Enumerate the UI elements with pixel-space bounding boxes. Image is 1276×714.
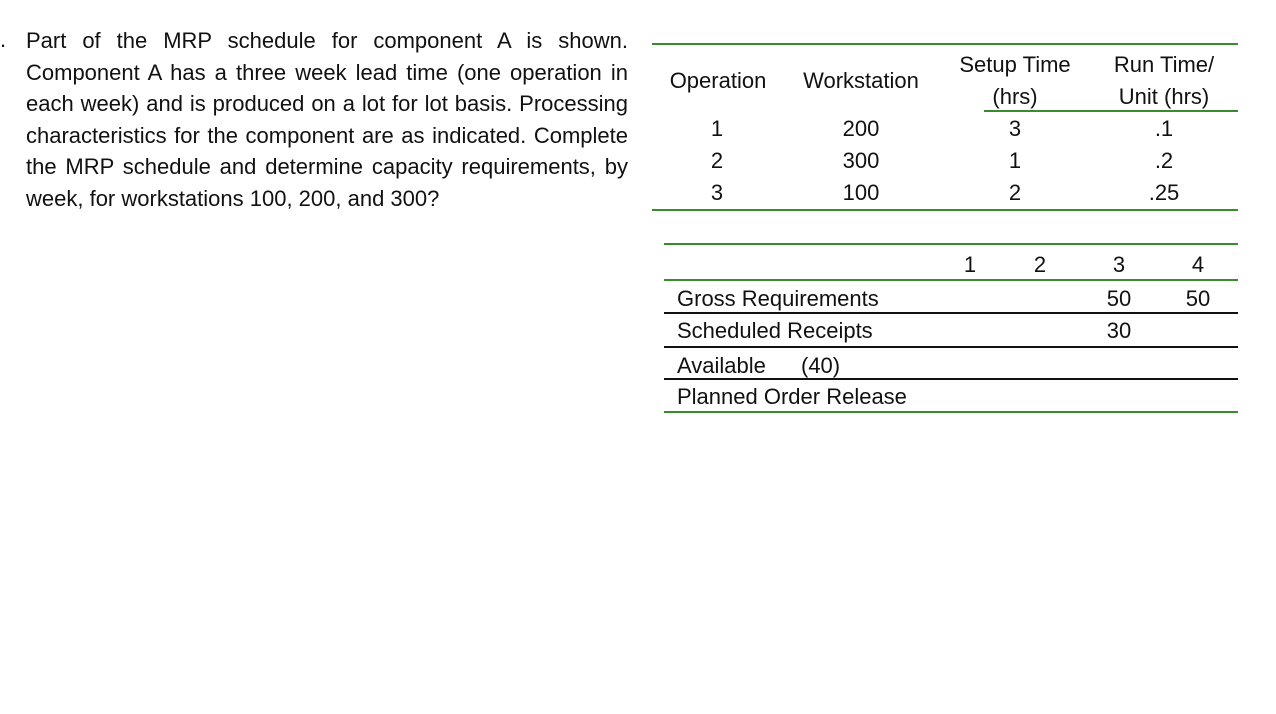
header-setup-time-unit: (hrs) bbox=[992, 84, 1038, 109]
question-text: Part of the MRP schedule for component A is shown. Component A has a three week lead time (one operation in each week) and is produced on a lot for lot basis. Processing characteristics for the component are as indicated. Complete the MRP schedule and determine capacity requirements, by week, for workstations 100, 200, and 300? bbox=[26, 28, 628, 211]
row-label-available: Available bbox=[677, 353, 766, 378]
row-label-gross-requirements: Gross Requirements bbox=[677, 286, 879, 311]
week-header: 2 bbox=[1033, 252, 1047, 277]
table-cell-workstation: 100 bbox=[842, 180, 880, 205]
gross-requirements-week3: 50 bbox=[1106, 286, 1132, 311]
row-divider bbox=[664, 378, 1238, 380]
table-cell-setup: 3 bbox=[1008, 116, 1022, 141]
table-cell-operation: 1 bbox=[710, 116, 724, 141]
row-divider bbox=[664, 346, 1238, 348]
question-number-marker: . bbox=[0, 27, 7, 52]
row-label-scheduled-receipts: Scheduled Receipts bbox=[677, 318, 873, 343]
table-cell-workstation: 300 bbox=[842, 148, 880, 173]
table-cell-run: .25 bbox=[1148, 180, 1180, 205]
mrp-table-header-rule bbox=[664, 279, 1238, 281]
processing-table-header-rule bbox=[984, 110, 1238, 112]
header-workstation: Workstation bbox=[803, 68, 919, 93]
mrp-table-bottom-rule bbox=[664, 411, 1238, 413]
week-header: 1 bbox=[963, 252, 977, 277]
table-cell-operation: 3 bbox=[710, 180, 724, 205]
table-cell-setup: 1 bbox=[1008, 148, 1022, 173]
header-setup-time: Setup Time bbox=[959, 52, 1071, 77]
header-operation: Operation bbox=[669, 68, 767, 93]
table-cell-run: .2 bbox=[1154, 148, 1174, 173]
row-divider bbox=[664, 312, 1238, 314]
gross-requirements-week4: 50 bbox=[1185, 286, 1211, 311]
table-cell-operation: 2 bbox=[710, 148, 724, 173]
row-label-planned-order-release: Planned Order Release bbox=[677, 384, 907, 409]
processing-table-bottom-rule bbox=[652, 209, 1238, 211]
week-header: 4 bbox=[1191, 252, 1205, 277]
table-cell-workstation: 200 bbox=[842, 116, 880, 141]
processing-table-top-rule bbox=[652, 43, 1238, 45]
header-run-time-unit: Unit (hrs) bbox=[1118, 84, 1210, 109]
table-cell-run: .1 bbox=[1154, 116, 1174, 141]
table-cell-setup: 2 bbox=[1008, 180, 1022, 205]
mrp-table-top-rule bbox=[664, 243, 1238, 245]
week-header: 3 bbox=[1112, 252, 1126, 277]
header-run-time: Run Time/ bbox=[1113, 52, 1215, 77]
scheduled-receipts-week3: 30 bbox=[1106, 318, 1132, 343]
available-initial-value: (40) bbox=[801, 353, 841, 378]
